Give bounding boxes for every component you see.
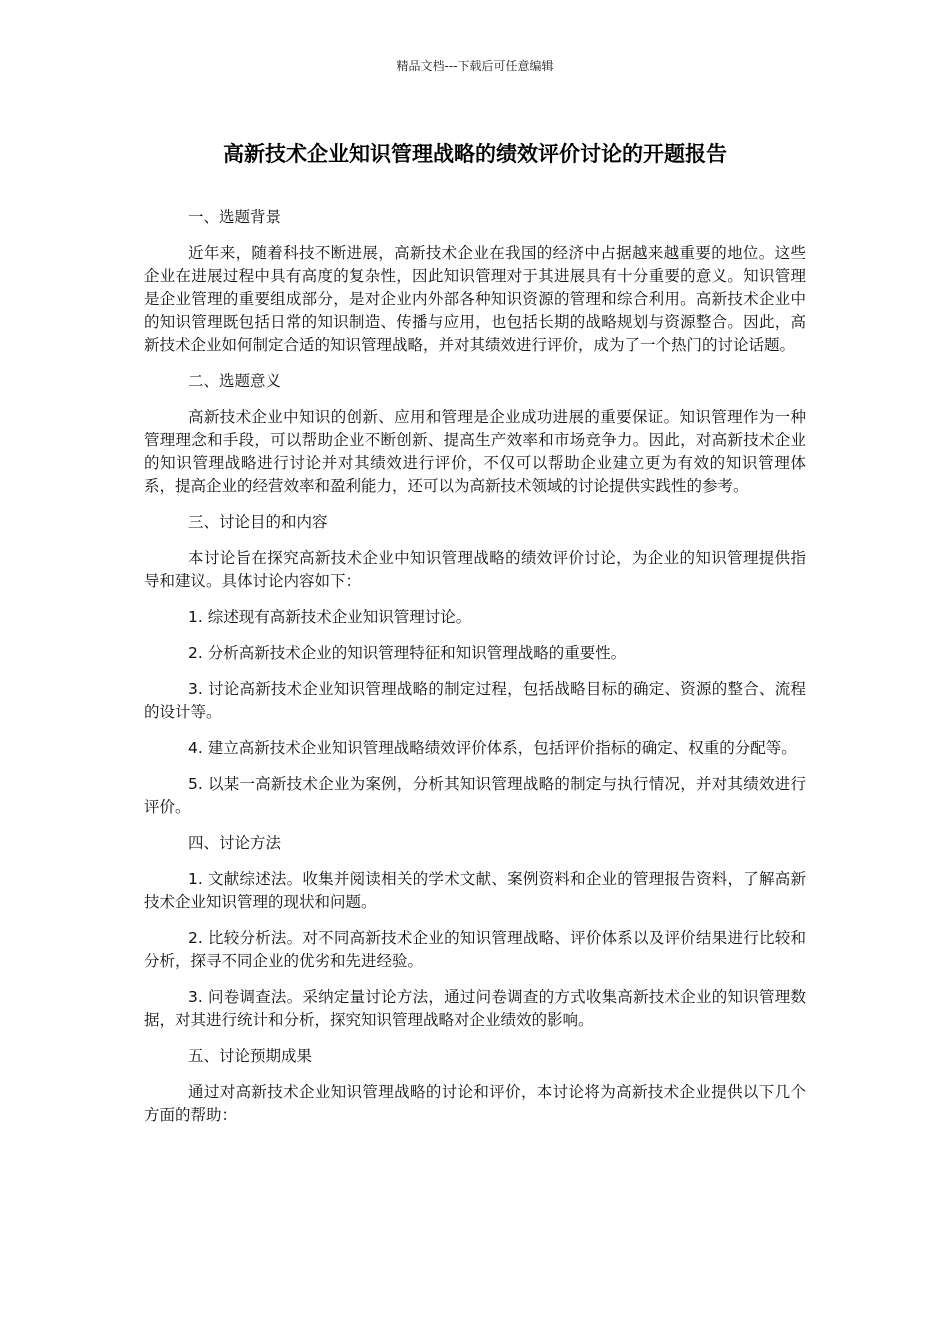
section-heading-significance: 二、选题意义 bbox=[188, 372, 282, 390]
list-item-content-4: 4. 建立高新技术企业知识管理战略绩效评价体系，包括评价指标的确定、权重的分配等。 bbox=[188, 739, 797, 757]
section-heading-objectives: 三、讨论目的和内容 bbox=[188, 513, 328, 531]
section-heading-outcomes: 五、讨论预期成果 bbox=[188, 1047, 313, 1065]
page-header-note: 精品文档---下载后可任意编辑 bbox=[396, 59, 554, 73]
document-body bbox=[144, 206, 806, 1140]
list-item-content-5: 5. 以某一高新技术企业为案例，分析其知识管理战略的制定与执行情况，并对其绩效进行评价。 bbox=[144, 775, 806, 816]
section-heading-background: 一、选题背景 bbox=[188, 208, 282, 226]
section-heading-methods: 四、讨论方法 bbox=[188, 834, 282, 852]
list-item-method-3: 3. 问卷调查法。采纳定量讨论方法，通过问卷调查的方式收集高新技术企业的知识管理数据，对其进行统计和分析，探究知识管理战略对企业绩效的影响。 bbox=[144, 988, 806, 1029]
paragraph-objectives: 本讨论旨在探究高新技术企业中知识管理战略的绩效评价讨论，为企业的知识管理提供指导和建议。具体讨论内容如下： bbox=[144, 549, 806, 590]
list-item-content-3: 3. 讨论高新技术企业知识管理战略的制定过程，包括战略目标的确定、资源的整合、流程的设计等。 bbox=[144, 680, 806, 721]
document-title: 高新技术企业知识管理战略的绩效评价讨论的开题报告 bbox=[223, 142, 727, 166]
list-item-method-2: 2. 比较分析法。对不同高新技术企业的知识管理战略、评价体系以及评价结果进行比较和分析，探寻不同企业的优劣和先进经验。 bbox=[144, 929, 806, 970]
paragraph-outcomes: 通过对高新技术企业知识管理战略的讨论和评价，本讨论将为高新技术企业提供以下几个方面的帮助： bbox=[144, 1083, 806, 1124]
list-item-content-1: 1. 综述现有高新技术企业知识管理讨论。 bbox=[188, 608, 472, 626]
list-item-method-1: 1. 文献综述法。收集并阅读相关的学术文献、案例资料和企业的管理报告资料，了解高新技术企业知识管理的现状和问题。 bbox=[144, 870, 806, 911]
list-item-content-2: 2. 分析高新技术企业的知识管理特征和知识管理战略的重要性。 bbox=[188, 644, 627, 662]
paragraph-background: 近年来，随着科技不断进展，高新技术企业在我国的经济中占据越来越重要的地位。这些企业在进展过程中具有高度的复杂性，因此知识管理对于其进展具有十分重要的意义。知识管理是企业管理的重要组成部分，是对企业内外部各种知识资源的管理和综合利用。高新技术企业中的知识管理既包括日常的知识制造、传播与应用，也包括长期的战略规划与资源整合。因此，高新技术企业如何制定合适的知识管理战略，并对其绩效进行评价，成为了一个热门的讨论话题。 bbox=[144, 244, 806, 354]
paragraph-significance: 高新技术企业中知识的创新、应用和管理是企业成功进展的重要保证。知识管理作为一种管理理念和手段，可以帮助企业不断创新、提高生产效率和市场竞争力。因此，对高新技术企业的知识管理战略进行讨论并对其绩效进行评价，不仅可以帮助企业建立更为有效的知识管理体系，提高企业的经营效率和盈利能力，还可以为高新技术领域的讨论提供实践性的参考。 bbox=[144, 408, 806, 495]
